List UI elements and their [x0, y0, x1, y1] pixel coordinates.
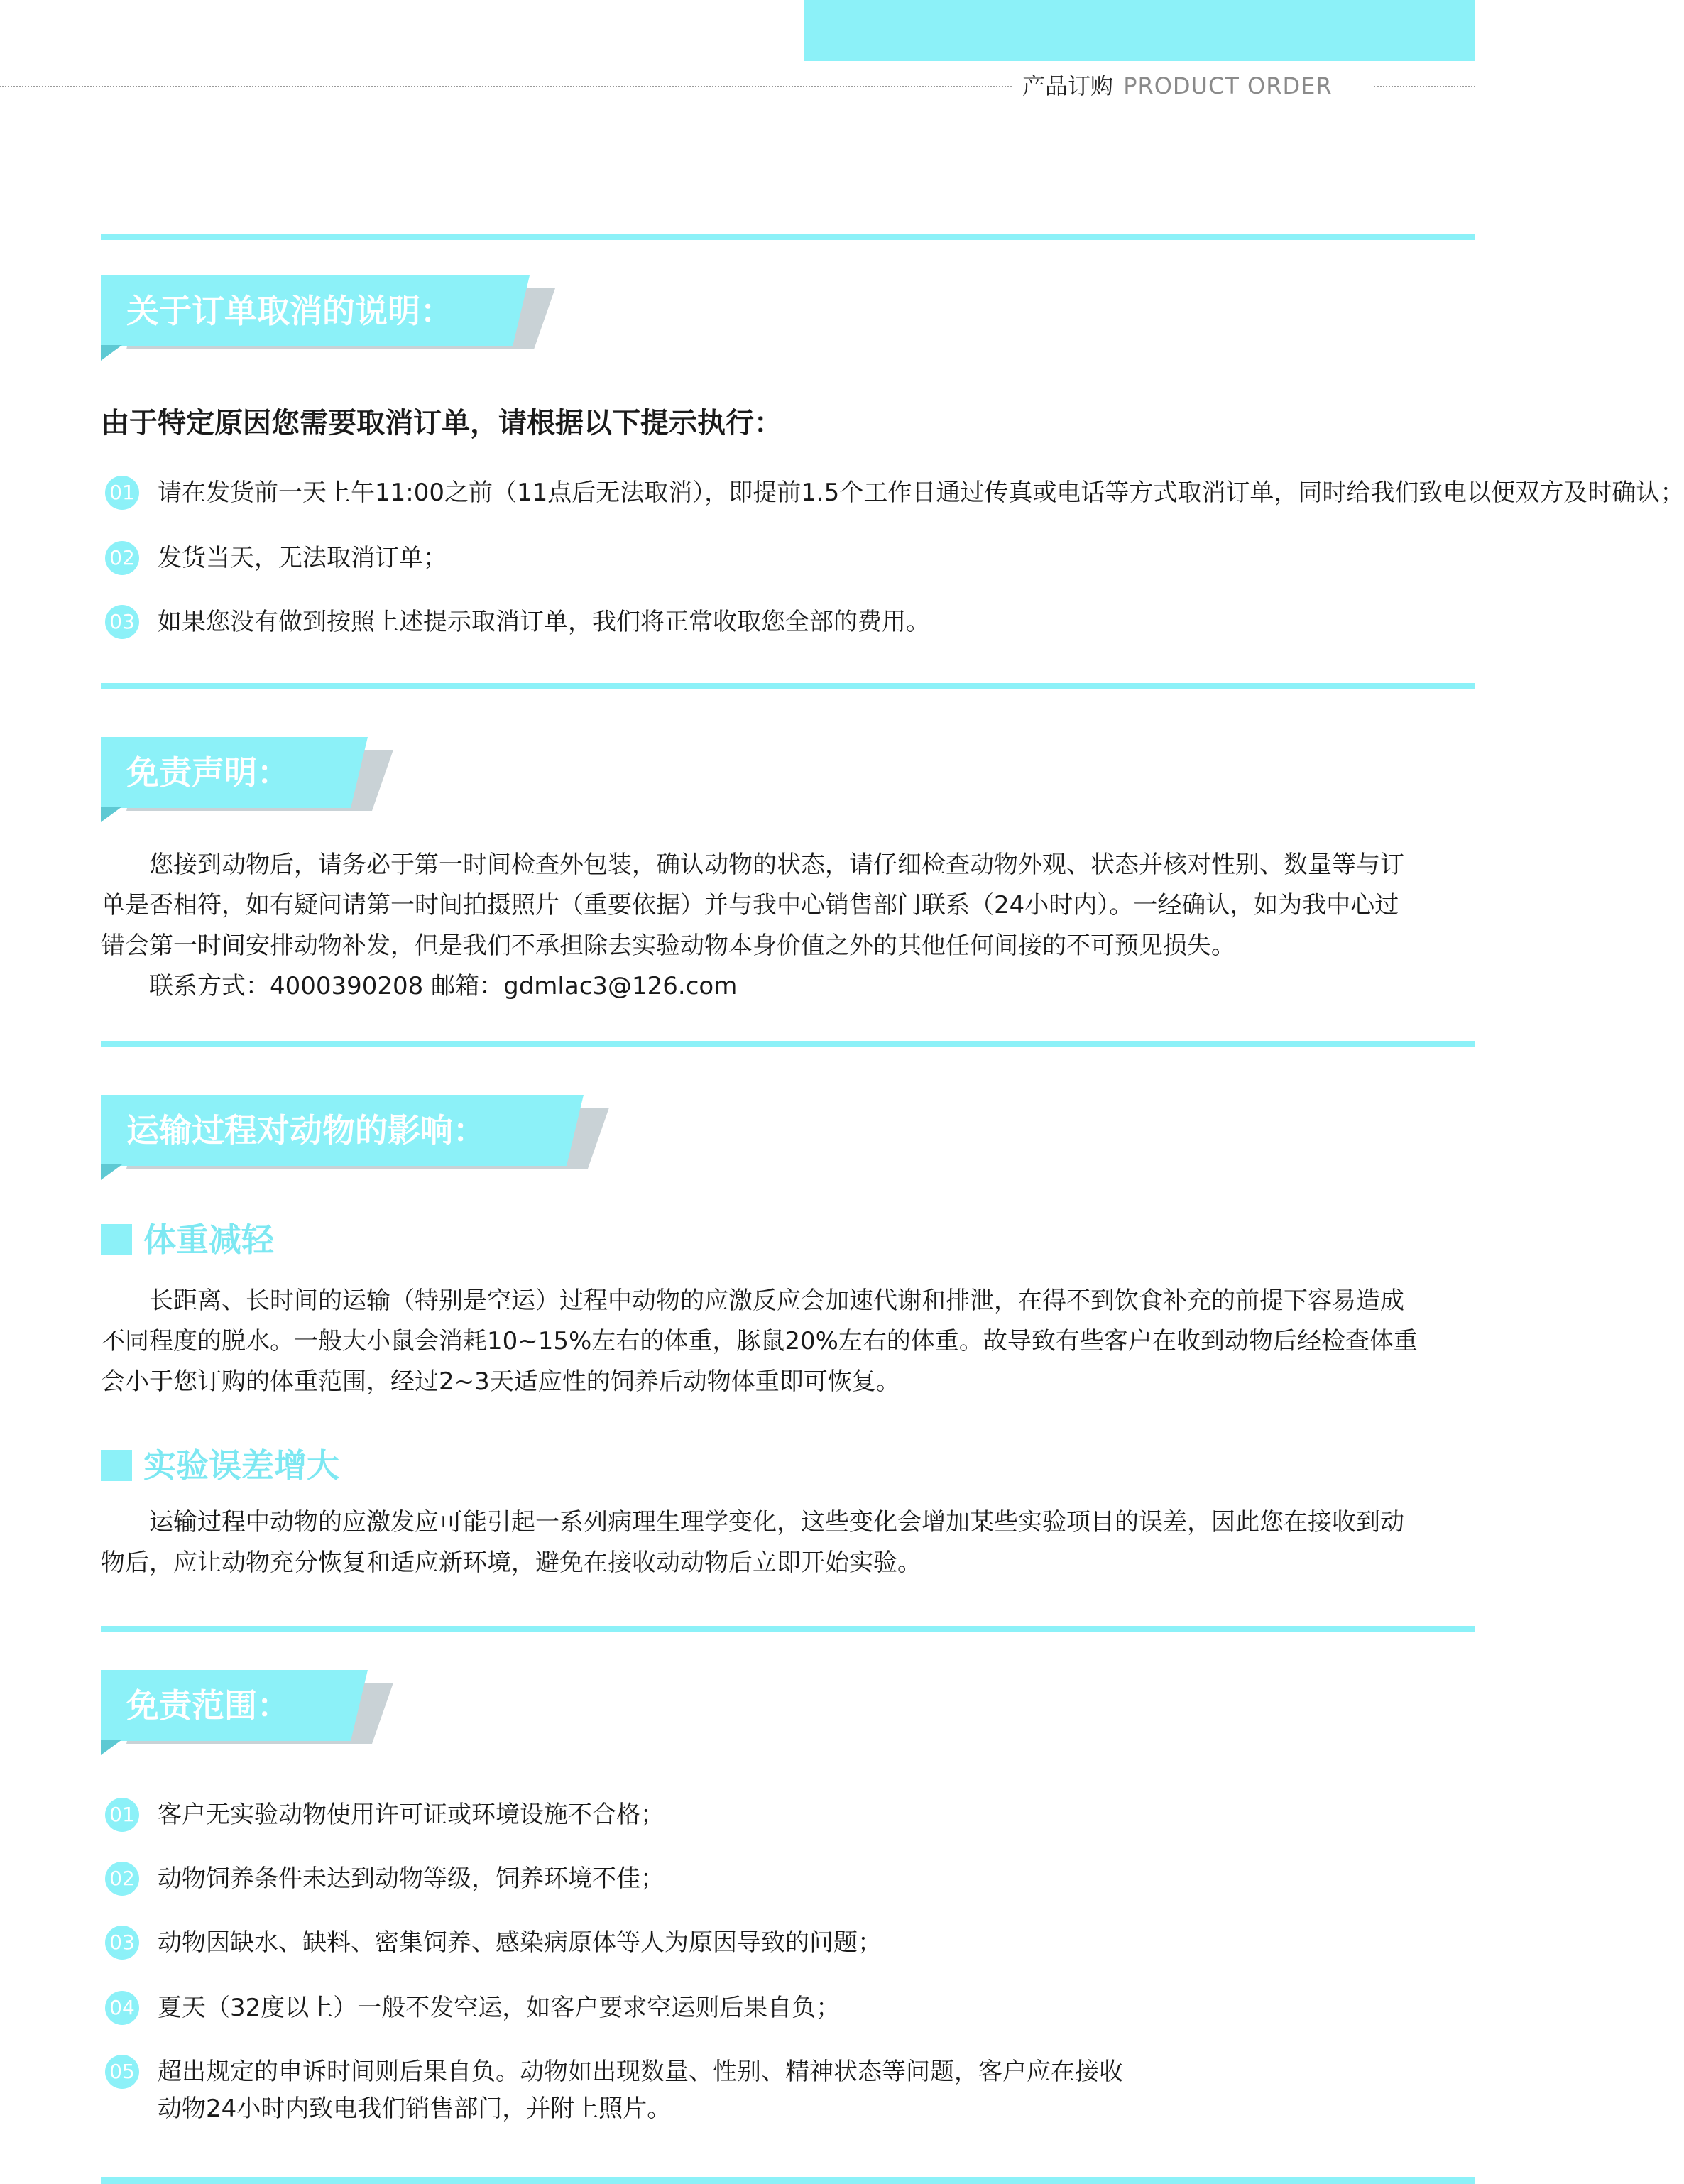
header-section-label — [1022, 71, 1333, 101]
contact-line: 联系方式：4000390208 邮箱：gdmlac3@126.com — [149, 972, 738, 1000]
paragraph-line: 长距离、长时间的运输（特别是空运）过程中动物的应激反应会加速代谢和排泄，在得不到饮食补充的前提下容易造成 — [149, 1287, 1404, 1315]
cancel-subtitle: 由于特定原因您需要取消订单，请根据以下提示执行： — [101, 407, 782, 439]
list-number-badge: 03 — [105, 605, 139, 639]
disclaimer-paragraph — [101, 845, 1475, 1007]
list-number-badge: 01 — [105, 476, 139, 510]
banner-tail — [101, 1164, 122, 1180]
list-number-badge: 03 — [105, 1926, 139, 1960]
header-dotted-rule — [0, 86, 1012, 87]
section-title-banner — [101, 1670, 399, 1764]
header-label-zh: 产品订购 — [1022, 72, 1114, 99]
paragraph-line: 物后，应让动物充分恢复和适应新环境，避免在接收动动物后立即开始实验。 — [101, 1549, 922, 1577]
subheading-text: 实验误差增大 — [143, 1446, 339, 1485]
list-item-text: 夏天（32度以上）一般不发空运，如客户要求空运则后果自负； — [158, 1994, 841, 2022]
paragraph-line: 错会第一时间安排动物补发，但是我们不承担除去实验动物本身价值之外的其他任何间接的不可预见损失。 — [101, 932, 1235, 960]
header-accent-bar — [804, 0, 1475, 61]
list-number-badge: 01 — [105, 1798, 139, 1832]
section-separator — [101, 1041, 1475, 1047]
list-item-text: 客户无实验动物使用许可证或环境设施不合格； — [158, 1801, 665, 1829]
header-label-en: PRODUCT ORDER — [1123, 72, 1333, 99]
paragraph-line: 不同程度的脱水。一般大小鼠会消耗10~15%左右的体重，豚鼠20%左右的体重。故导致有些客户在收到动物后经检查体重 — [101, 1327, 1418, 1355]
list-item-text: 超出规定的申诉时间则后果自负。动物如出现数量、性别、精神状态等问题，客户应在接收 — [158, 2058, 1123, 2086]
paragraph-line: 会小于您订购的体重范围，经过2~3天适应性的饲养后动物体重即可恢复。 — [101, 1367, 900, 1396]
list-item-text: 动物因缺水、缺料、密集饲养、感染病原体等人为原因导致的问题； — [158, 1928, 882, 1957]
list-number-badge: 02 — [105, 541, 139, 575]
section-separator — [101, 234, 1475, 240]
section-title-banner — [101, 275, 555, 369]
list-item-text: 发货当天，无法取消订单； — [158, 544, 447, 572]
error-paragraph — [101, 1502, 1475, 1583]
section-title-banner — [101, 737, 399, 831]
header-dotted-rule-right — [1374, 86, 1475, 87]
weight-paragraph — [101, 1281, 1475, 1402]
banner-tail — [101, 807, 122, 822]
section-title: 免责声明： — [126, 753, 290, 792]
list-item-text-continuation: 动物24小时内致电我们销售部门，并附上照片。 — [158, 2095, 672, 2123]
section-title-banner — [101, 1095, 612, 1189]
section-title: 免责范围： — [126, 1686, 290, 1725]
section-separator-bottom — [101, 2177, 1475, 2184]
subheading-text: 体重减轻 — [143, 1221, 274, 1259]
banner-tail — [101, 345, 122, 361]
paragraph-line: 运输过程中动物的应激发应可能引起一系列病理生理学变化，这些变化会增加某些实验项目的误差，因此您在接收到动 — [149, 1508, 1404, 1536]
section-title: 运输过程对动物的影响： — [126, 1111, 486, 1150]
paragraph-line: 单是否相符，如有疑问请第一时间拍摄照片（重要依据）并与我中心销售部门联系（24小时内）。一经确认，如为我中心过 — [101, 891, 1399, 919]
section-title: 关于订单取消的说明： — [126, 292, 453, 330]
list-number-badge: 04 — [105, 1991, 139, 2025]
banner-tail — [101, 1740, 122, 1755]
list-number-badge: 05 — [105, 2055, 139, 2089]
paragraph-line: 您接到动物后，请务必于第一时间检查外包装，确认动物的状态，请仔细检查动物外观、状态并核对性别、数量等与订 — [149, 851, 1404, 879]
list-number-badge: 02 — [105, 1862, 139, 1896]
list-item-text: 请在发货前一天上午11:00之前（11点后无法取消），即提前1.5个工作日通过传真或电话等方式取消订单，同时给我们致电以便双方及时确认； — [158, 479, 1684, 507]
list-item-text: 如果您没有做到按照上述提示取消订单，我们将正常收取您全部的费用。 — [158, 608, 930, 636]
subheading-square — [101, 1450, 132, 1481]
section-separator — [101, 683, 1475, 689]
subheading-square — [101, 1224, 132, 1255]
section-separator — [101, 1626, 1475, 1632]
list-item-text: 动物饲养条件未达到动物等级，饲养环境不佳； — [158, 1864, 665, 1893]
